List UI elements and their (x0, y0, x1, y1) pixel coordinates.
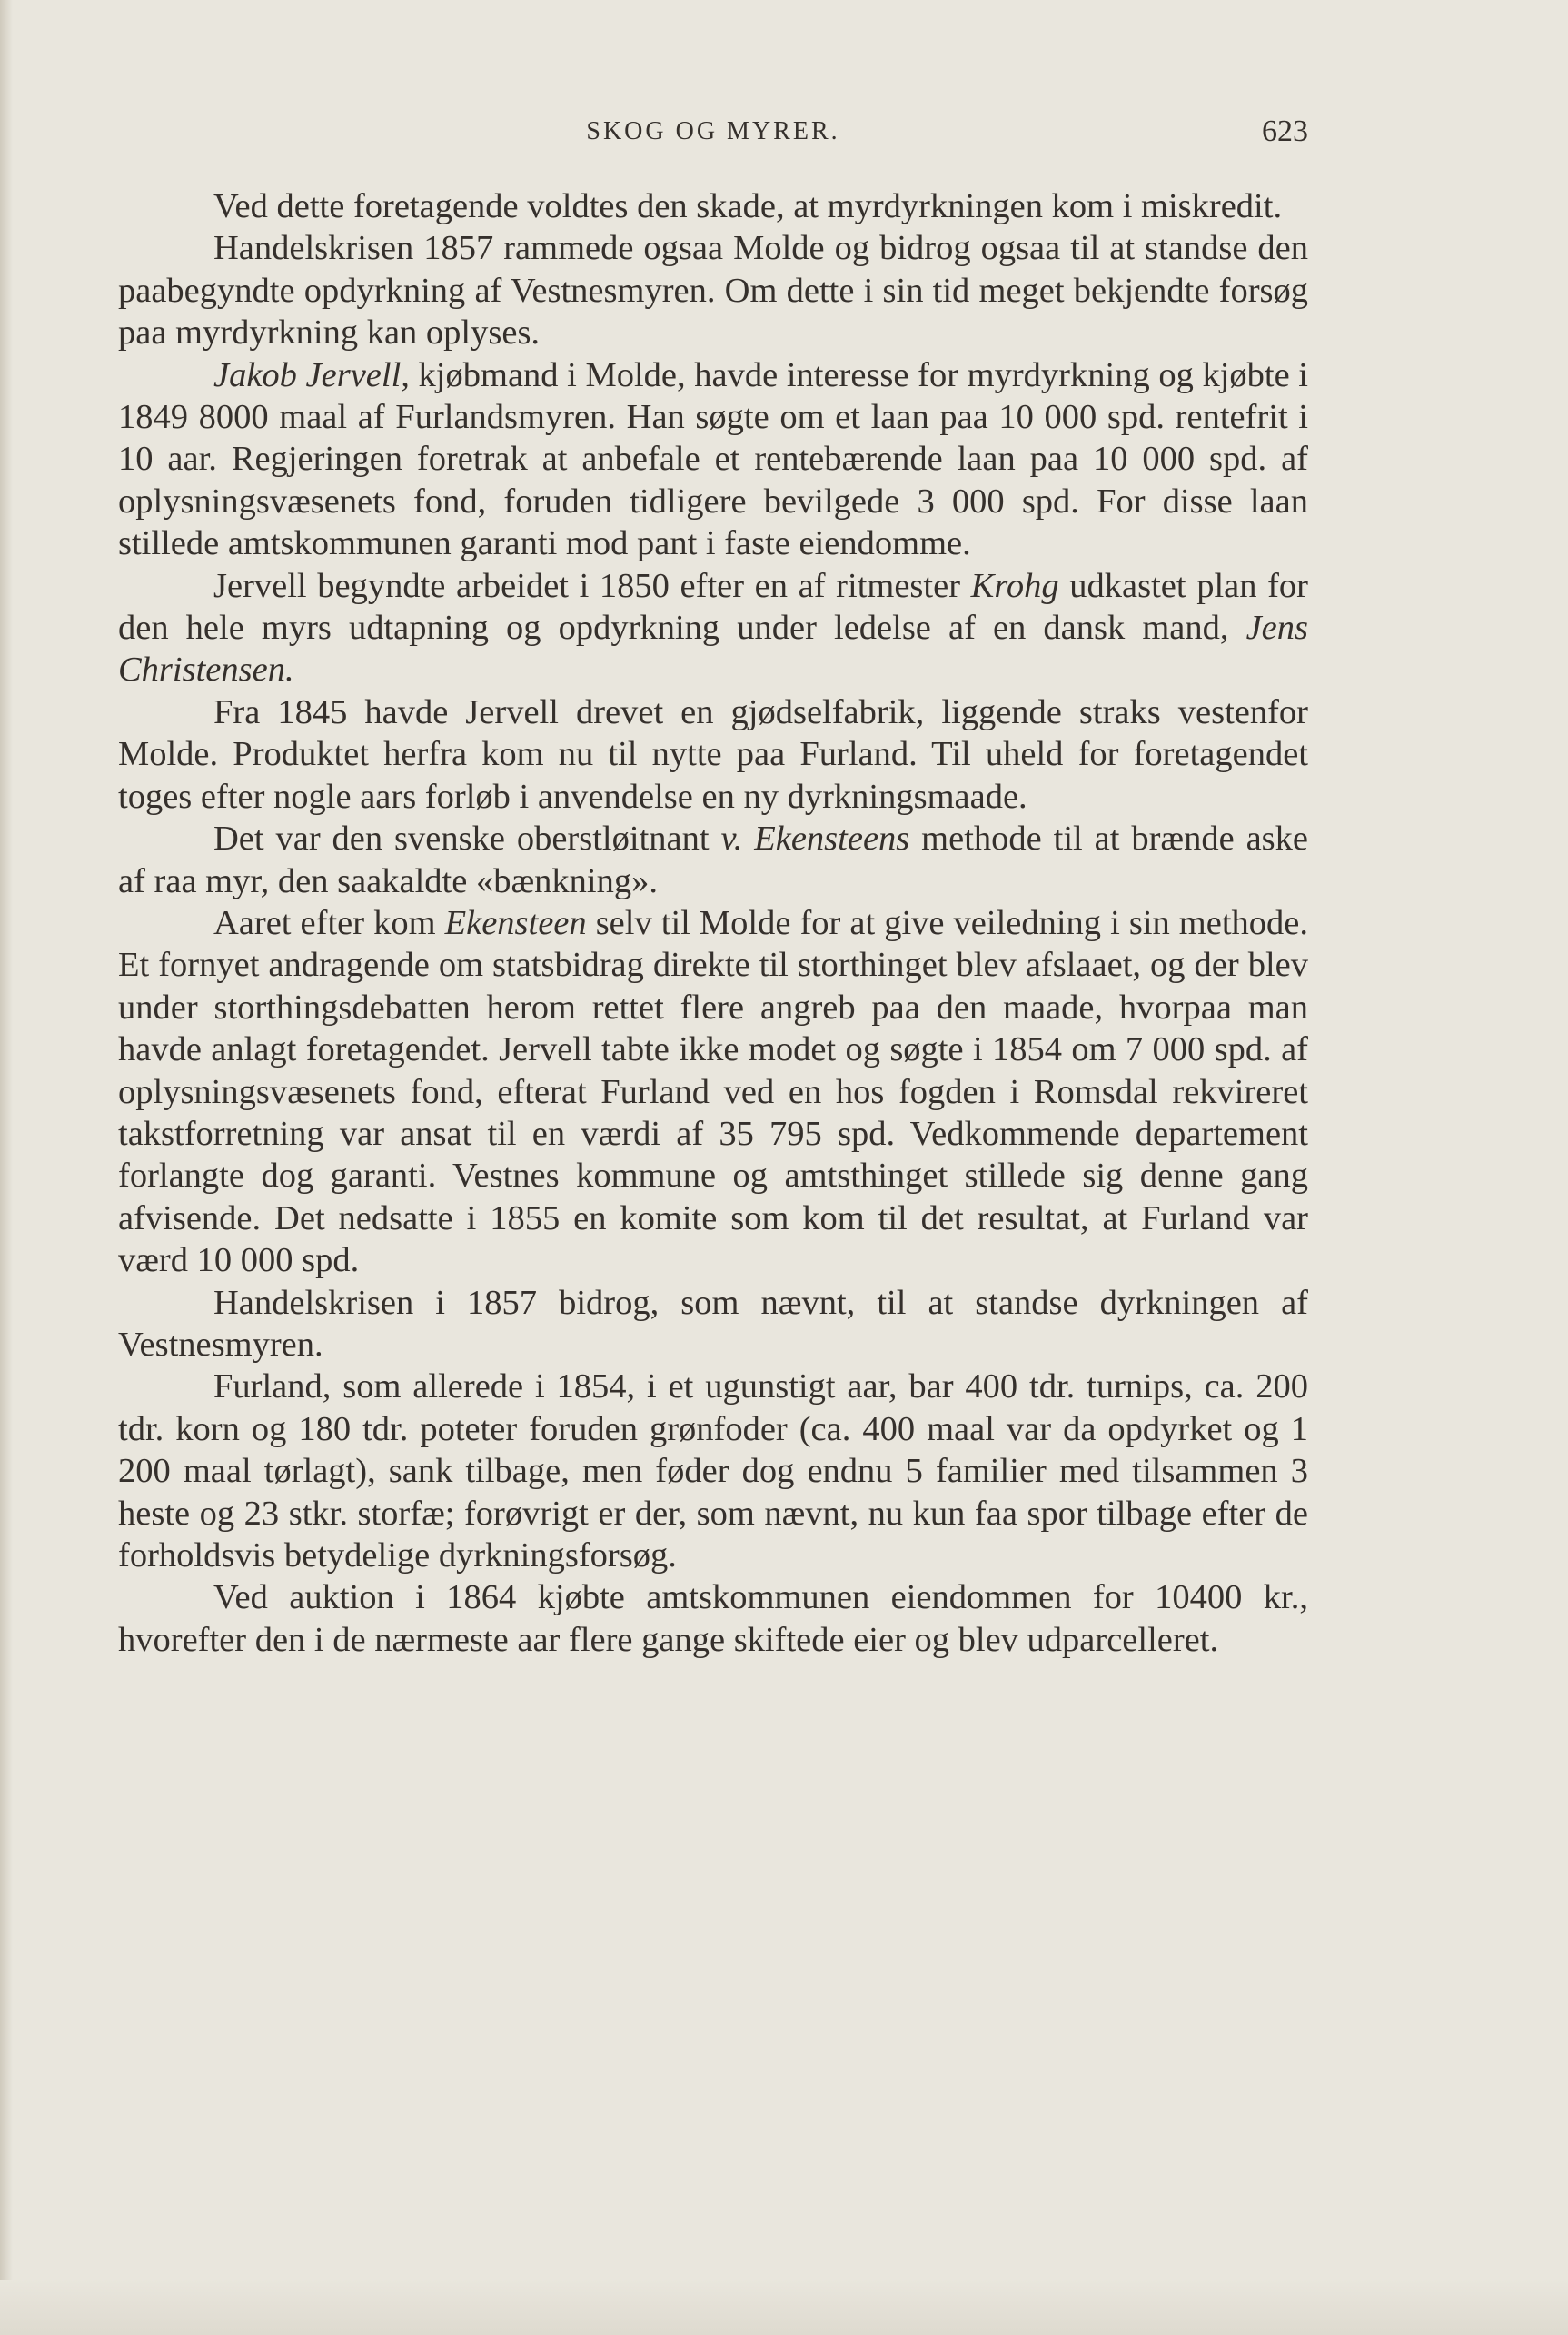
person-name: Jakob Jervell, (213, 355, 410, 394)
paragraph: Fra 1845 havde Jervell drevet en gjødselfabrik, liggende straks vestenfor Molde. Produktet herfra kom nu til nytte paa Furland. Til uheld for foretagendet toges efter nogle aars forløb i anvendelse en ny dyrkningsmaade. (118, 692, 1308, 816)
paragraph: Det var den svenske oberstløitnant v. Ekensteens methode til at brænde aske af raa myr, den saakaldte «bænkning». (118, 820, 1308, 900)
person-name: Krohg (970, 566, 1059, 605)
page-header-title: SKOG OG MYRER. (586, 117, 840, 145)
body-text (118, 185, 1308, 1661)
page-number: 623 (1262, 114, 1308, 148)
person-name: v. Ekensteens (720, 820, 910, 859)
paragraph: Ved dette foretagende voldtes den skade, at myrdyrkningen kom i miskredit. (213, 187, 1283, 225)
page-shadow-left (0, 0, 13, 2335)
page-shadow-bottom (0, 2280, 1568, 2335)
running-head (118, 109, 1308, 154)
paragraph: Aaret efter kom Ekensteen selv til Molde for at give veiledning i sin methode. Et fornyet andragende om statsbidrag direkte til storthinget blev afslaaet, og der blev under storthingsdebatten herom rettet flere angreb paa den maade, hvorpaa man havde anlagt foretagendet. Jervell tabte ikke modet og søgte i 1854 om 7 000 spd. af oplysningsvæsenets fond, efterat Furland ved en hos fogden i Romsdal rekvireret takstforretning var ansat til en værdi af 35 795 spd. Vedkommende departement forlangte dog garanti. Vestnes kommune og amtsthinget stillede sig denne gang afvisende. Det nedsatte i 1855 en komite som kom til det resultat, at Furland var værd 10 000 spd. (118, 903, 1308, 1280)
paragraph: Handelskrisen i 1857 bidrog, som nævnt, til at standse dyrkningen af Vestnesmyren. (118, 1283, 1308, 1364)
paragraph: Handelskrisen 1857 rammede ogsaa Molde og bidrog ogsaa til at standse den paabegyndte opdyrkning af Vestnesmyren. Om dette i sin tid meget bekjendte forsøg paa myrdyrkning kan oplyses. (118, 229, 1308, 353)
paragraph: Jakob Jervell, kjøbmand i Molde, havde interesse for myrdyrkning og kjøbte i 1849 8000 maal af Furlandsmyren. Han søgte om et laan paa 10 000 spd. rentefrit i 10 aar. Regjeringen foretrak at anbefale et rentebærende laan paa 10 000 spd. af oplysningsvæsenets fond, foruden tidligere bevilgede 3 000 spd. For disse laan stillede amtskommunen garanti mod pant i faste eiendomme. (118, 355, 1309, 563)
paragraph: Furland, som allerede i 1854, i et ugunstigt aar, bar 400 tdr. turnips, ca. 200 tdr. korn og 180 tdr. poteter foruden grønfoder (ca. 400 maal var da opdyrket og 1 200 maal tørlagt), sank tilbage, men føder dog endnu 5 familier med tilsammen 3 heste og 23 stkr. storfæ; forøvrigt er der, som nævnt, nu kun faa spor tilbage efter de forholdsvis betydelige dyrkningsforsøg. (118, 1367, 1308, 1575)
person-name: Ekensteen (444, 903, 587, 942)
person-name: Jens Christensen. (118, 609, 1308, 690)
paragraph: Ved auktion i 1864 kjøbte amtskommunen eiendommen for 10400 kr., hvorefter den i de nærmeste aar flere gange skiftede eier og blev udparcelleret. (118, 1578, 1308, 1659)
paragraph: Jervell begyndte arbeidet i 1850 efter en af ritmester Krohg udkastet plan for den hele myrs udtapning og opdyrkning under ledelse af en dansk mand, Jens Christensen. (118, 566, 1308, 690)
